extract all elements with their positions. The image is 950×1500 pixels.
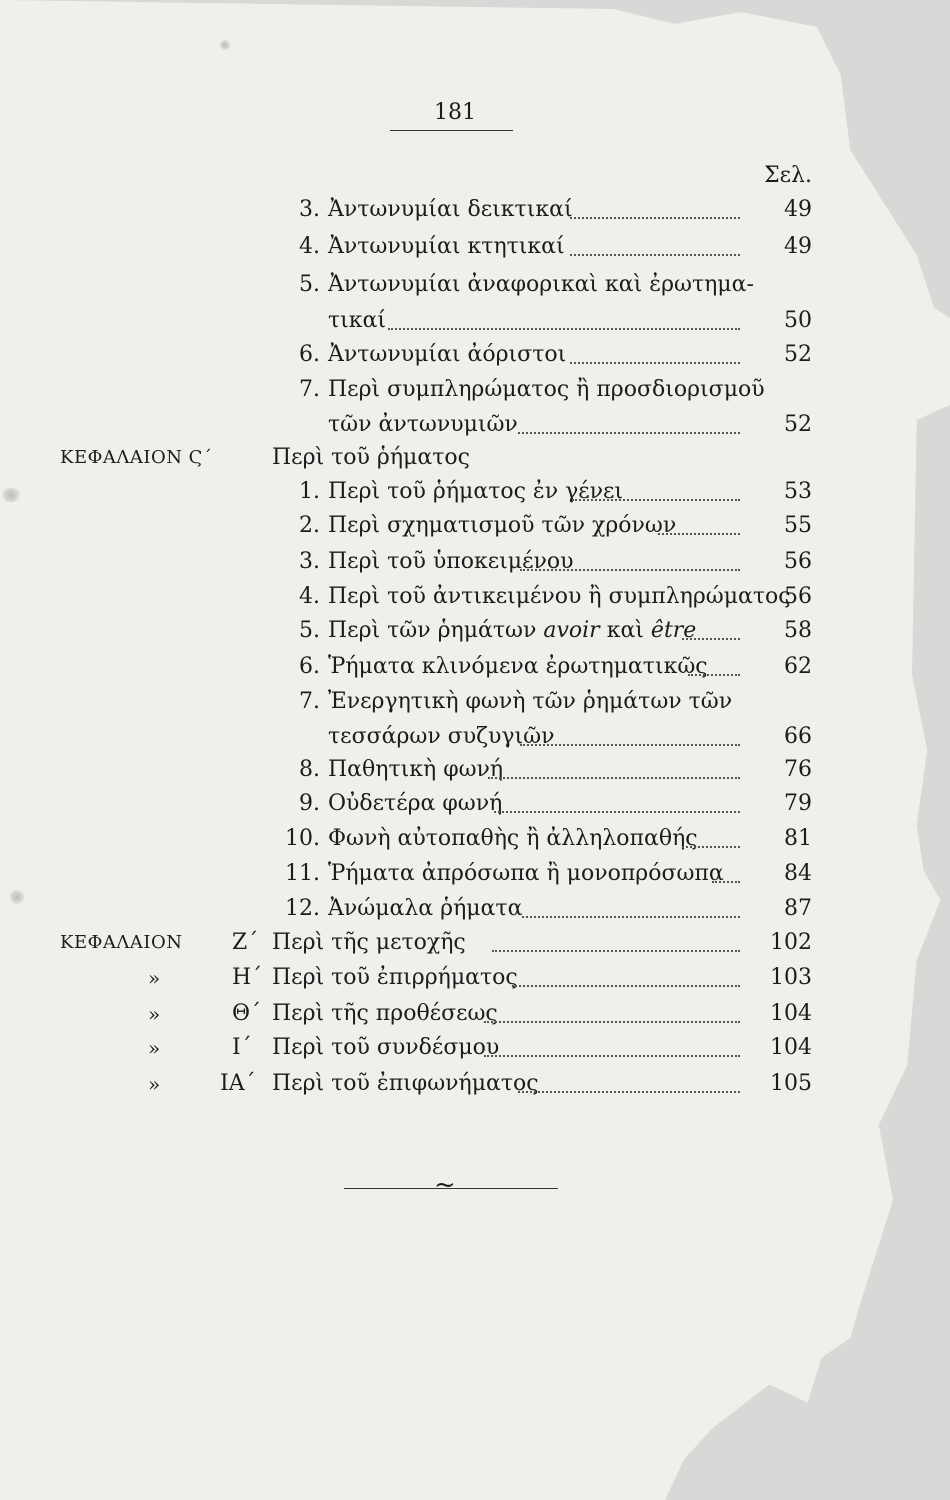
toc-row	[0, 509, 950, 543]
ditto-mark: »	[148, 1002, 161, 1026]
chapter-numeral: ΙΑ΄	[220, 1071, 256, 1096]
entry-number: 7.	[299, 689, 320, 714]
toc-row	[0, 545, 950, 579]
toc-chapter-row	[0, 926, 950, 960]
entry-number: 4.	[299, 584, 320, 609]
page-ref: 84	[784, 861, 812, 886]
page-ref: 55	[784, 513, 812, 538]
toc-row	[0, 650, 950, 684]
page-ref: 103	[770, 965, 812, 990]
header-rule	[390, 130, 513, 131]
toc-row	[0, 822, 950, 856]
dot-leader	[518, 432, 740, 434]
page-ref: 104	[770, 1035, 812, 1060]
chapter-label: ΚΕΦΑΛΑΙΟΝ Ϛ΄	[60, 447, 213, 468]
toc-row	[0, 338, 950, 372]
page-ref: 49	[784, 197, 812, 222]
entry-number: 9.	[299, 791, 320, 816]
page-column-header: Σελ.	[764, 163, 812, 188]
entry-title: Ῥήματα κλινόμενα ἐρωτηματικῶς	[328, 654, 708, 679]
page-ref: 87	[784, 896, 812, 921]
dot-leader	[488, 777, 740, 779]
toc-row	[0, 614, 950, 648]
entry-number: 8.	[299, 757, 320, 782]
entry-number: 10.	[285, 826, 320, 851]
dot-leader	[682, 638, 740, 640]
entry-title: Περὶ τοῦ ἐπιφωνήματος	[272, 1071, 539, 1096]
toc-row	[0, 1031, 950, 1065]
entry-title: Ἀντωνυμίαι δεικτικαί	[328, 197, 573, 222]
entry-title: Περὶ τῆς μετοχῆς	[272, 930, 466, 955]
entry-number: 1.	[299, 479, 320, 504]
dot-leader	[518, 1091, 740, 1093]
entry-number: 5.	[299, 618, 320, 643]
toc-chapter-row	[0, 441, 950, 475]
page-ref: 81	[784, 826, 812, 851]
dot-leader	[492, 950, 740, 952]
chapter-label: ΚΕΦΑΛΑΙΟΝ	[60, 932, 183, 953]
entry-title: Ἀντωνυμίαι ἀναφορικαὶ καὶ ἐρωτημα-	[328, 272, 754, 297]
page-ref: 52	[784, 342, 812, 367]
entry-number: 6.	[299, 654, 320, 679]
chapter-numeral: Ι΄	[232, 1035, 252, 1060]
toc-row	[0, 961, 950, 995]
toc-row	[0, 230, 950, 264]
entry-title: τῶν ἀντωνυμιῶν	[328, 412, 518, 437]
page-ref: 76	[784, 757, 812, 782]
dot-leader	[570, 362, 740, 364]
entry-title: Οὐδετέρα φωνή	[328, 791, 503, 816]
entry-number: 3.	[299, 197, 320, 222]
ditto-mark: »	[148, 1036, 161, 1060]
entry-title: Φωνὴ αὐτοπαθὴς ἢ ἀλληλοπαθής	[328, 826, 698, 851]
dot-leader	[484, 1055, 740, 1057]
dot-leader	[520, 744, 740, 746]
toc-row	[0, 580, 950, 614]
page-ref: 62	[784, 654, 812, 679]
entry-title: Ἀντωνυμίαι κτητικαί	[328, 234, 565, 259]
entry-number: 11.	[285, 861, 320, 886]
entry-title: Περὶ σχηματισμοῦ τῶν χρόνων	[328, 513, 677, 538]
entry-number: 4.	[299, 234, 320, 259]
toc-row	[0, 892, 950, 926]
page-ref: 102	[770, 930, 812, 955]
dot-leader	[712, 881, 740, 883]
page-ref: 58	[784, 618, 812, 643]
entry-title: Ῥήματα ἀπρόσωπα ἢ μονοπρόσωπα	[328, 861, 724, 886]
toc-row	[0, 268, 950, 302]
page-ref: 79	[784, 791, 812, 816]
toc-row	[0, 787, 950, 821]
toc-row	[0, 857, 950, 891]
entry-number: 12.	[285, 896, 320, 921]
dot-leader	[570, 254, 740, 256]
entry-title: Ἀνώμαλα ῥήματα	[328, 896, 523, 921]
page-ref: 56	[784, 584, 812, 609]
dot-leader	[658, 533, 740, 535]
dot-leader	[682, 846, 740, 848]
toc-row	[0, 193, 950, 227]
entry-title: Ἐνεργητικὴ φωνὴ τῶν ῥημάτων τῶν	[328, 689, 733, 714]
dot-leader	[522, 916, 740, 918]
entry-title: Ἀντωνυμίαι ἀόριστοι	[328, 342, 567, 367]
entry-title: Περὶ τῶν ῥημάτων avoir καὶ être	[328, 618, 697, 643]
entry-title: Παθητικὴ φωνή	[328, 757, 504, 782]
dot-leader	[512, 985, 740, 987]
closing-ornament: ~	[434, 1170, 456, 1200]
dot-leader	[520, 569, 740, 571]
toc-row	[0, 304, 950, 338]
entry-title: Περὶ τοῦ ἐπιρρήματος	[272, 965, 518, 990]
dot-leader	[494, 811, 740, 813]
entry-title: τεσσάρων συζυγιῶν	[328, 724, 555, 749]
page-ref: 104	[770, 1001, 812, 1026]
entry-title: Περὶ τοῦ ἀντικειμένου ἢ συμπληρώματος	[328, 584, 791, 609]
toc-row	[0, 753, 950, 787]
toc-row	[0, 720, 950, 754]
entry-title: Περὶ τοῦ συνδέσμου	[272, 1035, 500, 1060]
ink-spot	[220, 40, 230, 50]
chapter-numeral: Η΄	[232, 965, 263, 990]
dot-leader	[388, 328, 740, 330]
entry-title: Περὶ τοῦ ῥήματος ἐν γένει	[328, 479, 624, 504]
entry-number: 5.	[299, 272, 320, 297]
entry-title: τικαί	[328, 308, 387, 333]
entry-title: Περὶ τοῦ ῥήματος	[272, 445, 470, 470]
entry-title: Περὶ τοῦ ὑποκειμένου	[328, 549, 574, 574]
dot-leader	[570, 217, 740, 219]
entry-title: Περὶ συμπληρώματος ἢ προσδιορισμοῦ	[328, 377, 765, 402]
page-ref: 52	[784, 412, 812, 437]
dot-leader	[484, 1021, 740, 1023]
ditto-mark: »	[148, 1072, 161, 1096]
toc-row	[0, 997, 950, 1031]
dot-leader	[572, 499, 740, 501]
toc-row	[0, 408, 950, 442]
toc-row	[0, 475, 950, 509]
toc-row	[0, 685, 950, 719]
page-number: 181	[434, 100, 476, 125]
page-ref: 56	[784, 549, 812, 574]
dot-leader	[688, 674, 740, 676]
entry-number: 6.	[299, 342, 320, 367]
page-ref: 49	[784, 234, 812, 259]
entry-title: Περὶ τῆς προθέσεως	[272, 1001, 498, 1026]
ditto-mark: »	[148, 966, 161, 990]
chapter-numeral: Ζ΄	[232, 930, 259, 955]
page-ref: 105	[770, 1071, 812, 1096]
entry-number: 7.	[299, 377, 320, 402]
chapter-numeral: Θ΄	[232, 1001, 262, 1026]
page-ref: 50	[784, 308, 812, 333]
entry-number: 2.	[299, 513, 320, 538]
entry-number: 3.	[299, 549, 320, 574]
page-ref: 53	[784, 479, 812, 504]
toc-row	[0, 373, 950, 407]
toc-row	[0, 1067, 950, 1101]
page-ref: 66	[784, 724, 812, 749]
